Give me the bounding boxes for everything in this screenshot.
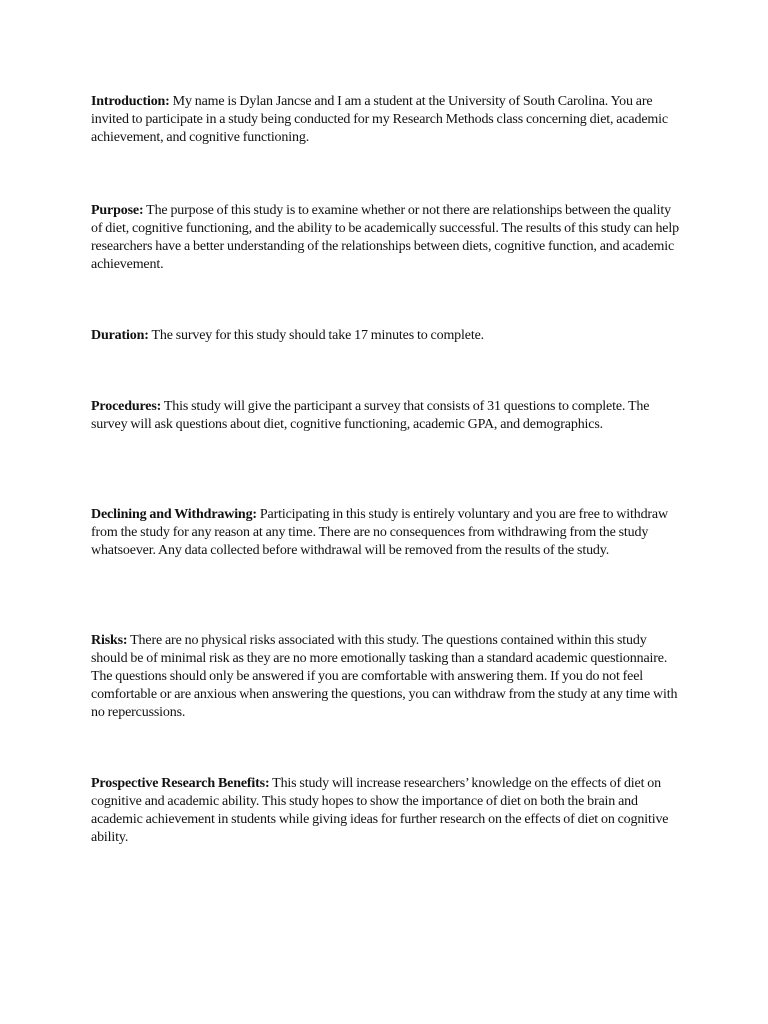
risks-heading: Risks: bbox=[91, 633, 128, 648]
introduction-text: My name is Dylan Jancse and I am a student at the University of South Carolina. You are invited to participate in a study being conducted for my Research Methods class concerning diet, academic achievement, and cognitive functioning. bbox=[91, 94, 668, 145]
duration-paragraph bbox=[91, 327, 681, 345]
duration-heading: Duration: bbox=[91, 328, 149, 343]
introduction-paragraph bbox=[91, 93, 681, 147]
procedures-heading: Procedures: bbox=[91, 399, 162, 414]
duration-text: The survey for this study should take 17 minutes to complete. bbox=[151, 328, 484, 343]
procedures-text: This study will give the participant a survey that consists of 31 questions to complete. The survey will ask questions about diet, cognitive functioning, academic GPA, and demographics. bbox=[91, 399, 650, 432]
declining-withdrawing-text: Participating in this study is entirely voluntary and you are free to withdraw from the study for any reason at any time. There are no consequences from withdrawing from the study whatsoever. Any data collected before withdrawal will be removed from the results of the study. bbox=[91, 507, 668, 558]
purpose-heading: Purpose: bbox=[91, 203, 144, 218]
risks-text: There are no physical risks associated with this study. The questions contained within this study should be of minimal risk as they are no more emotionally tasking than a standard academic questionnaire. The questions should only be answered if you are comfortable with answering them. If you do not feel comfortable or are anxious when answering the questions, you can withdraw from the study at any time with no repercussions. bbox=[91, 633, 678, 720]
declining-withdrawing-heading: Declining and Withdrawing: bbox=[91, 507, 257, 522]
benefits-text: This study will increase researchers’ knowledge on the effects of diet on cognitive and academic ability. This study hopes to show the importance of diet on both the brain and academic achievement in students while giving ideas for further research on the effects of diet on cognitive ability. bbox=[91, 776, 669, 845]
procedures-paragraph bbox=[91, 398, 681, 434]
purpose-text: The purpose of this study is to examine whether or not there are relationships between the quality of diet, cognitive functioning, and the ability to be academically successful. The results of this study can help researchers have a better understanding of the relationships between diets, cognitive function, and academic achievement. bbox=[91, 203, 679, 272]
risks-paragraph bbox=[91, 632, 681, 722]
declining-withdrawing-paragraph bbox=[91, 506, 681, 560]
purpose-paragraph bbox=[91, 202, 681, 274]
introduction-heading: Introduction: bbox=[91, 94, 170, 109]
benefits-heading: Prospective Research Benefits: bbox=[91, 776, 270, 791]
benefits-paragraph bbox=[91, 775, 681, 847]
